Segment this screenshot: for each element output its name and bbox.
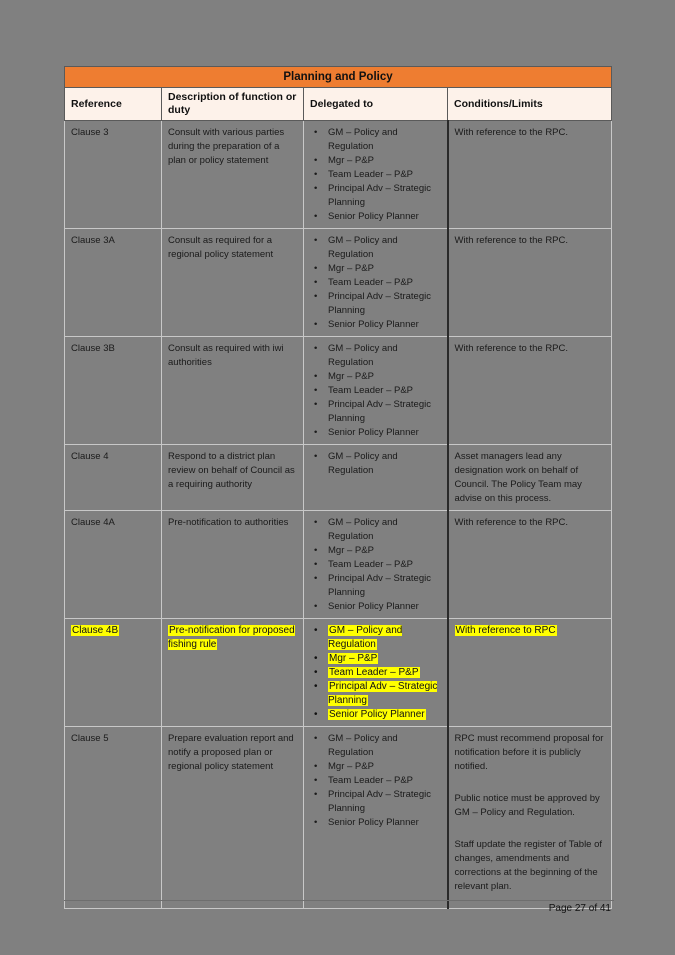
cell-delegated-to (304, 229, 448, 337)
cell-delegated-to (304, 337, 448, 445)
list-item: • Team Leader – P&P (322, 774, 441, 788)
list-item: • GM – Policy and Regulation (322, 450, 441, 478)
highlighted-text: GM – Policy and Regulation (328, 625, 403, 650)
cell-reference: Clause 3B (65, 337, 162, 445)
highlighted-text: With reference to RPC (455, 625, 556, 636)
list-item: • Mgr – P&P (322, 262, 441, 276)
delegate-list (310, 624, 441, 722)
list-item: • Mgr – P&P (322, 760, 441, 774)
delegate-list (310, 516, 441, 614)
cell-description: Pre-notification to authorities (162, 511, 304, 619)
table-row (65, 445, 612, 511)
delegate-list (310, 234, 441, 332)
cell-reference: Clause 4A (65, 511, 162, 619)
cell-conditions: With reference to the RPC. (448, 121, 612, 229)
list-item: • GM – Policy and Regulation (322, 234, 441, 262)
cell-conditions (448, 727, 612, 909)
table-row (65, 511, 612, 619)
list-item: • GM – Policy and Regulation (322, 516, 441, 544)
table-row (65, 121, 612, 229)
highlighted-text: Principal Adv – Strategic Planning (328, 681, 438, 706)
list-item: • GM – Policy and Regulation (322, 342, 441, 370)
highlighted-text: Mgr – P&P (329, 653, 378, 664)
page-number: Page 27 of 41 (548, 903, 611, 914)
cell-delegated-to (304, 727, 448, 909)
column-header-description: Description of function or duty (162, 88, 304, 121)
list-item: • Senior Policy Planner (322, 210, 441, 224)
list-item: • GM – Policy and Regulation (322, 126, 441, 154)
footer-divider (64, 900, 614, 901)
cell-reference: Clause 3A (65, 229, 162, 337)
table-row (65, 337, 612, 445)
cell-reference: Clause 5 (65, 727, 162, 909)
cell-delegated-to (304, 511, 448, 619)
list-item (322, 666, 441, 680)
table-row (65, 727, 612, 909)
list-item: • Senior Policy Planner (322, 816, 441, 830)
delegate-list (310, 342, 441, 440)
cell-conditions: With reference to the RPC. (448, 511, 612, 619)
list-item: • Mgr – P&P (322, 154, 441, 168)
delegate-list (310, 126, 441, 224)
list-item: • Principal Adv – Strategic Planning (322, 290, 441, 318)
list-item (322, 624, 441, 652)
highlighted-text: Team Leader – P&P (329, 667, 419, 678)
highlighted-text: Clause 4B (72, 625, 119, 636)
column-header-delegated-to: Delegated to (304, 88, 448, 121)
column-header-reference: Reference (65, 88, 162, 121)
cell-conditions: With reference to the RPC. (448, 229, 612, 337)
condition-paragraph: Staff update the register of Table of changes, amendments and corrections at the beginning of the relevant plan. (454, 839, 603, 892)
cell-delegated-to (304, 619, 448, 727)
cell-conditions: With reference to the RPC. (448, 337, 612, 445)
list-item: • Senior Policy Planner (322, 426, 441, 440)
cell-delegated-to (304, 121, 448, 229)
condition-paragraph: RPC must recommend proposal for notification before it is publicly notified. (454, 733, 604, 772)
list-item: • Principal Adv – Strategic Planning (322, 398, 441, 426)
list-item: • Senior Policy Planner (322, 600, 441, 614)
cell-conditions: Asset managers lead any designation work on behalf of Council. The Policy Team may advise on this process. (448, 445, 612, 511)
list-item: • Team Leader – P&P (322, 384, 441, 398)
highlighted-text: Pre-notification for proposed fishing rule (168, 625, 295, 650)
table-row-highlighted (65, 619, 612, 727)
table-row (65, 229, 612, 337)
column-header-conditions: Conditions/Limits (448, 88, 612, 121)
cell-description: Consult as required with iwi authorities (162, 337, 304, 445)
delegate-list (310, 732, 441, 830)
column-header-row (65, 88, 612, 121)
list-item: • Senior Policy Planner (322, 318, 441, 332)
condition-paragraph: Public notice must be approved by GM – Policy and Regulation. (454, 793, 600, 818)
list-item: • Team Leader – P&P (322, 558, 441, 572)
list-item (322, 680, 441, 708)
planning-policy-table (64, 66, 612, 909)
cell-description (162, 619, 304, 727)
list-item: • Principal Adv – Strategic Planning (322, 182, 441, 210)
cell-reference: Clause 3 (65, 121, 162, 229)
list-item: • Principal Adv – Strategic Planning (322, 572, 441, 600)
list-item (322, 708, 441, 722)
list-item: • Principal Adv – Strategic Planning (322, 788, 441, 816)
cell-description: Consult as required for a regional policy statement (162, 229, 304, 337)
list-item: • Mgr – P&P (322, 544, 441, 558)
delegations-table-container (64, 66, 611, 909)
list-item: • Team Leader – P&P (322, 276, 441, 290)
table-title: Planning and Policy (65, 67, 612, 88)
cell-conditions (448, 619, 612, 727)
cell-description: Respond to a district plan review on behalf of Council as a requiring authority (162, 445, 304, 511)
delegate-list (310, 450, 441, 478)
list-item: • Mgr – P&P (322, 370, 441, 384)
cell-reference: Clause 4 (65, 445, 162, 511)
cell-delegated-to (304, 445, 448, 511)
cell-description: Prepare evaluation report and notify a proposed plan or regional policy statement (162, 727, 304, 909)
highlighted-text: Senior Policy Planner (329, 709, 425, 720)
list-item: • GM – Policy and Regulation (322, 732, 441, 760)
cell-description: Consult with various parties during the preparation of a plan or policy statement (162, 121, 304, 229)
list-item: • Team Leader – P&P (322, 168, 441, 182)
list-item (322, 652, 441, 666)
cell-reference (65, 619, 162, 727)
